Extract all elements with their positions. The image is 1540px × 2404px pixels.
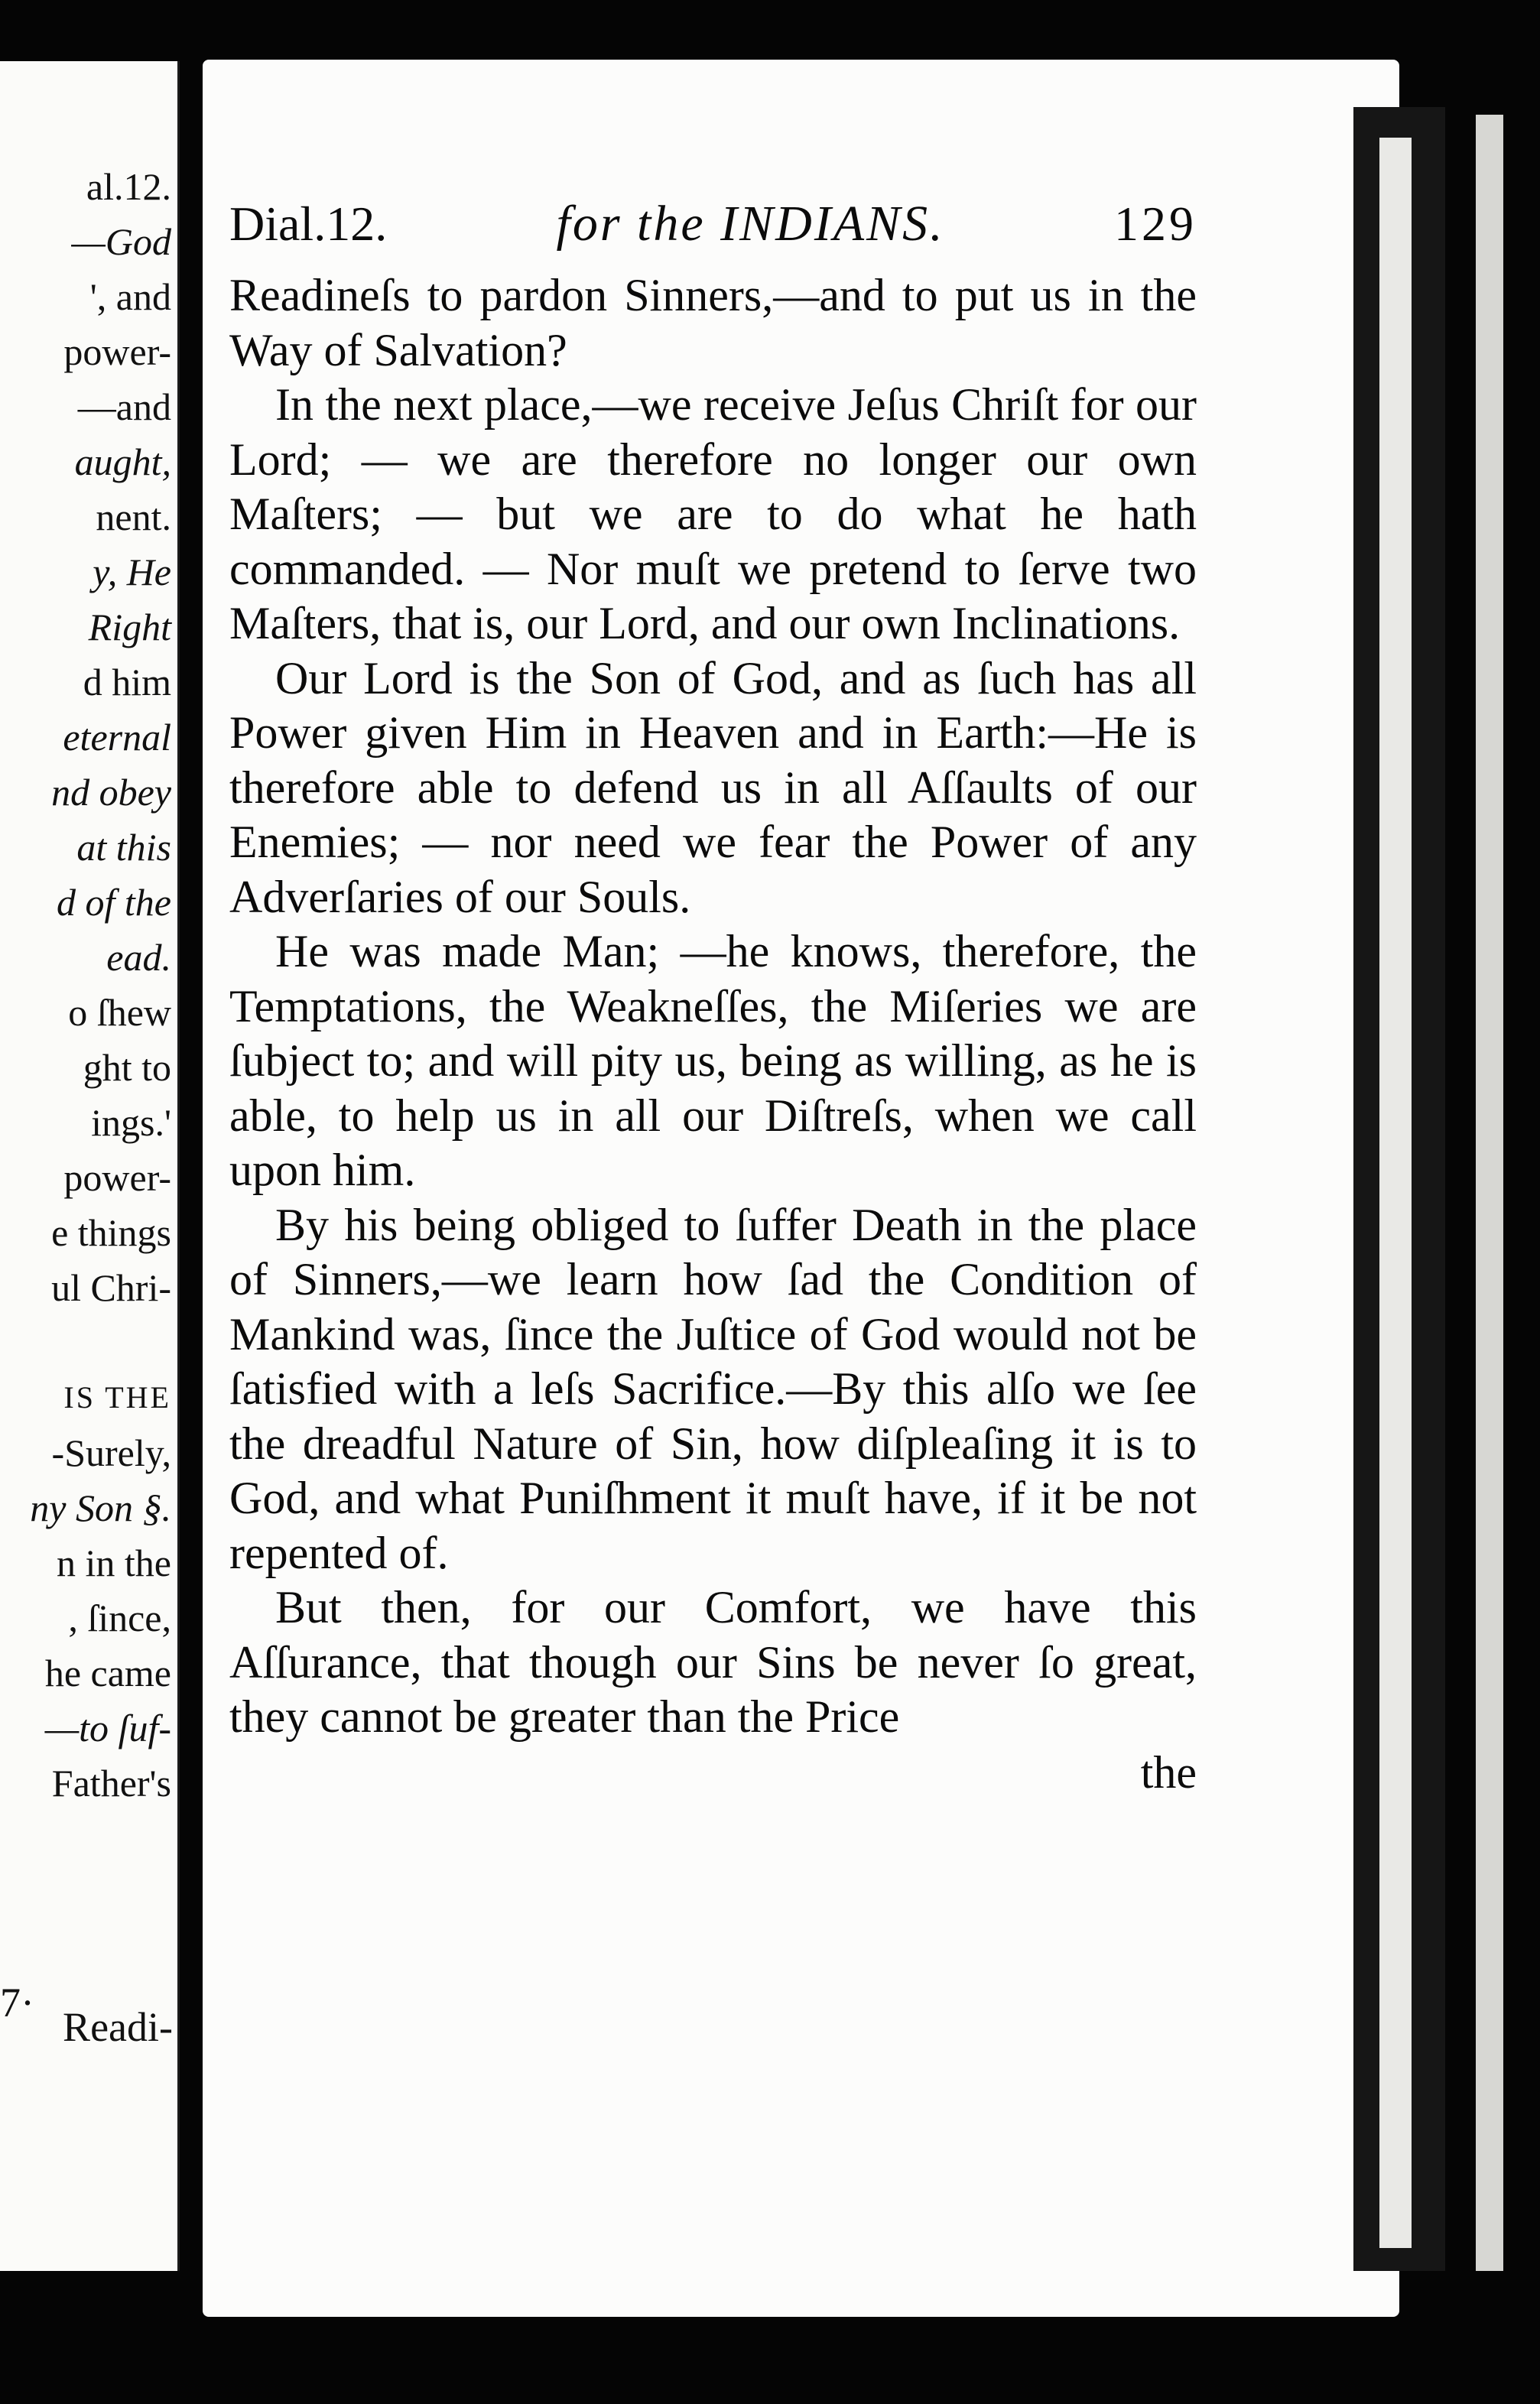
left-page-line: , ſince, bbox=[68, 1597, 171, 1639]
left-page-line: ul Chri- bbox=[51, 1266, 171, 1309]
left-footnote-mark: 7· bbox=[0, 1980, 34, 2026]
left-page-line: n in the bbox=[57, 1541, 171, 1584]
left-page-line: at this bbox=[76, 826, 171, 869]
left-page-fragment bbox=[0, 61, 180, 2271]
left-page-line: al.12. bbox=[86, 165, 171, 208]
left-page-line: —and bbox=[77, 385, 171, 428]
paragraph: He was made Man; —he knows, therefore, the Temptations, the Weakneſſes, the Miſeries we are ſubject to; and will pity us, being as willing, as he is able, to help us in all our Diſtreſs, when we call upon him. bbox=[229, 926, 1197, 1195]
paragraph: By his being obliged to ſuffer Death in the place of Sinners,—we learn how ſad the Condition of Mankind was, ſince the Juſtice of God would not be ſatisfied with a leſs Sacrifice.—By this alſo we ſee the dreadful Nature of Sin, how diſpleaſing it is to God, and what Puniſhment it muſt have, if it be not repented of. bbox=[229, 1199, 1197, 1578]
left-page-line: ings.' bbox=[91, 1101, 171, 1144]
left-page-line: aught, bbox=[74, 440, 171, 483]
left-page-line: nd obey bbox=[51, 771, 171, 814]
page-number: 129 bbox=[1113, 197, 1197, 251]
page-edge-shadow bbox=[1353, 107, 1445, 2271]
dialogue-number: Dial.12. bbox=[229, 197, 388, 251]
left-page-line: o ſhew bbox=[68, 991, 171, 1034]
left-page-line: he came bbox=[44, 1652, 171, 1694]
paragraph: In the next place,—we receive Jeſus Chriſt for our Lord; — we are therefore no longer our own Maſters; — but we are to do what he hath commanded. — Nor muſt we pretend to ſerve two Maſters, that is, our Lord, and our own Inclinations. bbox=[229, 379, 1197, 648]
body-text bbox=[229, 268, 1197, 1745]
left-page-line: y, He bbox=[93, 551, 171, 593]
left-page-line: ny Son §. bbox=[30, 1486, 171, 1529]
page-edge-strip bbox=[1379, 138, 1412, 2248]
left-page-line: ead. bbox=[106, 936, 171, 979]
left-page-line: —to ſuf- bbox=[44, 1707, 171, 1749]
left-page-line: ght to bbox=[83, 1046, 171, 1089]
catchword: the bbox=[1140, 1746, 1197, 1798]
running-head bbox=[229, 195, 1197, 268]
left-catchword: Readi- bbox=[63, 2004, 173, 2050]
left-page-line: e things bbox=[51, 1211, 171, 1254]
left-page-lines bbox=[0, 159, 177, 1811]
paragraph: Our Lord is the Son of God, and as ſuch has all Power given Him in Heaven and in Earth:—He is therefore able to defend us in all Aſſaults of our Enemies; — nor need we fear the Power of any Adverſaries of our Souls. bbox=[229, 652, 1197, 922]
left-page-line: —God bbox=[71, 220, 171, 263]
left-page-line: d of the bbox=[57, 881, 171, 924]
left-page-line: nent. bbox=[96, 495, 171, 538]
paragraph: Readineſs to pardon Sinners,—and to put us in the Way of Salvation? bbox=[229, 270, 1197, 375]
left-page-line: ', and bbox=[89, 275, 171, 318]
left-page-line: eternal bbox=[63, 716, 171, 759]
book-fore-edge bbox=[1476, 115, 1503, 2271]
right-page-content bbox=[229, 195, 1197, 1800]
paragraph: But then, for our Comfort, we have this Aſſurance, that though our Sins be never ſo great, they cannot be greater than the Price bbox=[229, 1582, 1197, 1742]
left-page-line bbox=[0, 1315, 177, 1370]
left-page-line: IS THE bbox=[63, 1380, 171, 1415]
left-page-line: d him bbox=[83, 661, 171, 703]
left-page-line: Father's bbox=[51, 1762, 171, 1805]
left-page-line: power- bbox=[63, 1156, 171, 1199]
left-page-line: -Surely, bbox=[51, 1431, 171, 1474]
left-page-line: Right bbox=[88, 606, 171, 648]
left-page-line: power- bbox=[63, 330, 171, 373]
running-title: for the INDIANS. bbox=[556, 196, 945, 252]
